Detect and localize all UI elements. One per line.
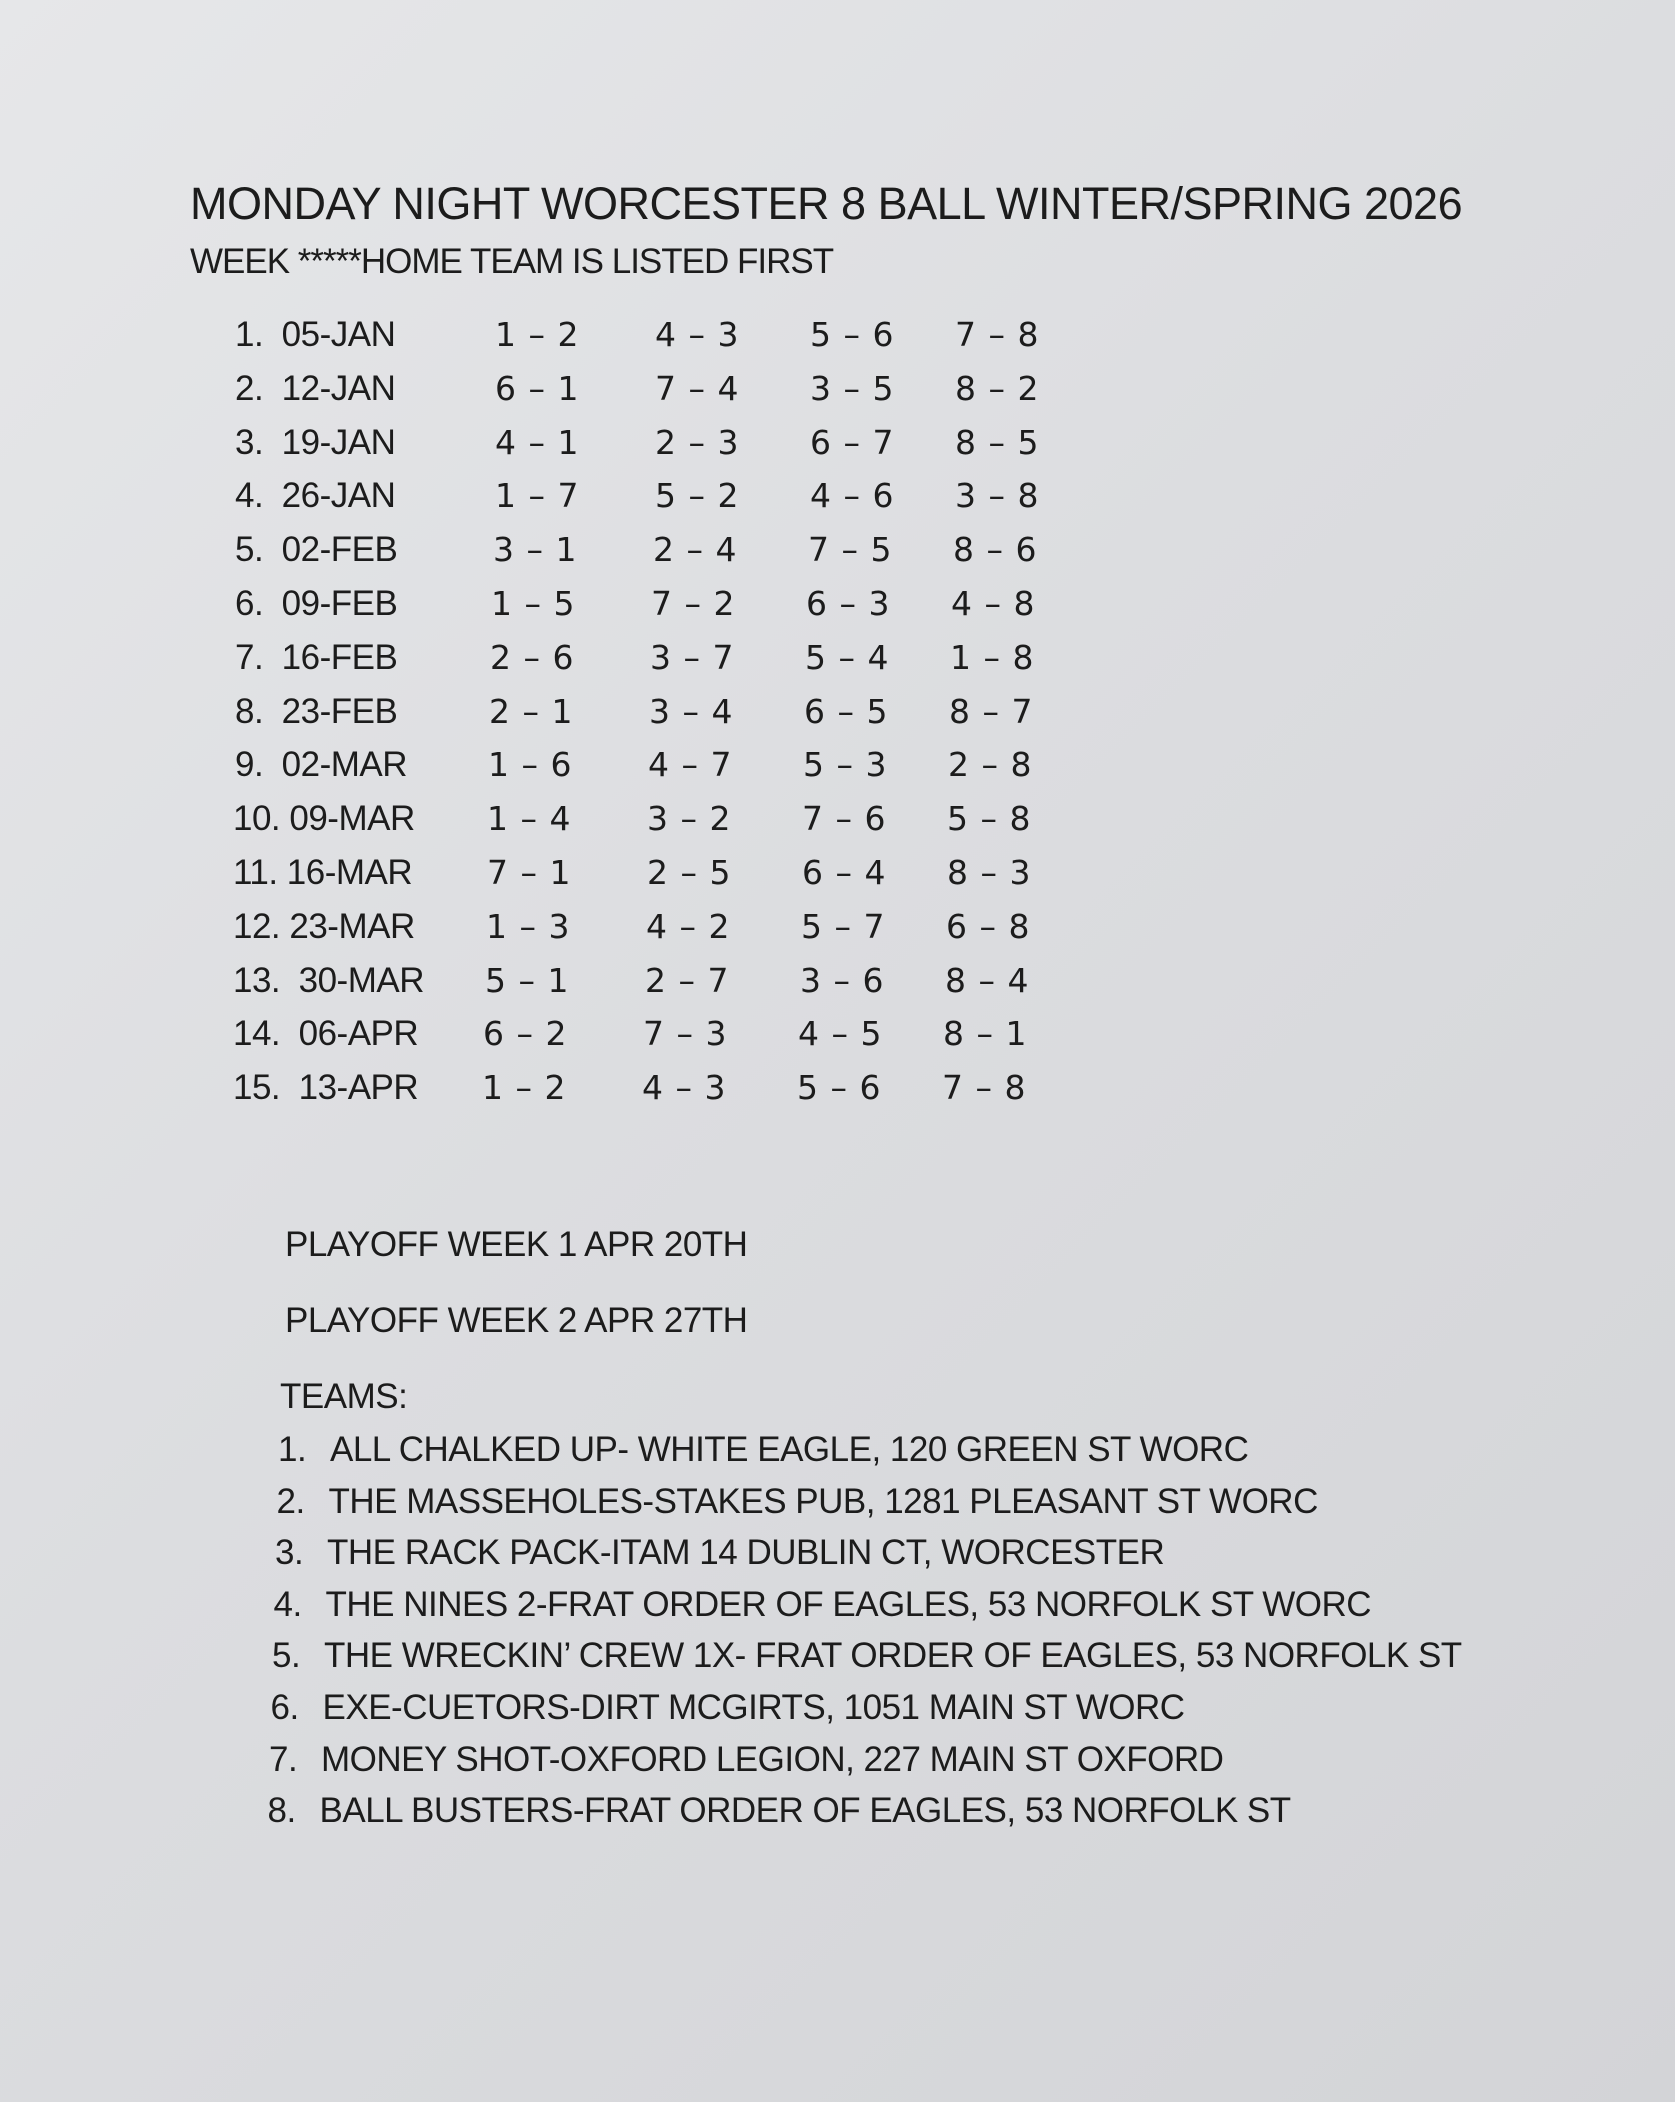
team-name-venue: THE NINES 2-FRAT ORDER OF EAGLES, 53 NORFOLK ST WORC	[325, 1584, 1372, 1624]
week-row	[0, 1014, 1675, 1068]
matchup: 5 – 6	[797, 1068, 882, 1108]
document-title: MONDAY NIGHT WORCESTER 8 BALL WINTER/SPRING 2026	[190, 178, 1463, 229]
matchup: 5 – 1	[485, 960, 570, 1000]
matchup: 5 – 6	[810, 315, 895, 354]
teams-list	[267, 1430, 1462, 1843]
team-name-venue: THE WRECKIN’ CREW 1X- FRAT ORDER OF EAGLES, 53 NORFOLK ST	[324, 1636, 1462, 1676]
week-date-label: 1. 05-JAN	[235, 315, 396, 354]
document-subtitle: WEEK *****HOME TEAM IS LISTED FIRST	[190, 242, 834, 281]
matchup: 4 – 3	[642, 1068, 727, 1108]
week-date-label: 4. 26-JAN	[235, 476, 396, 516]
team-number: 4.	[273, 1584, 302, 1624]
playoff-week: PLAYOFF WEEK 2 APR 27TH	[285, 1301, 748, 1340]
matchup: 1 – 8	[950, 637, 1035, 677]
matchup: 1 – 3	[486, 906, 571, 946]
week-row	[0, 476, 1675, 530]
matchup: 5 – 4	[805, 637, 890, 677]
matchup: 8 – 2	[955, 368, 1040, 408]
matchup: 4 – 6	[810, 476, 895, 516]
matchup: 5 – 7	[801, 906, 886, 946]
matchup: 2 – 4	[653, 530, 738, 570]
matchup: 4 – 5	[798, 1014, 883, 1054]
team-name-venue: ALL CHALKED UP- WHITE EAGLE, 120 GREEN ST WORC	[330, 1430, 1249, 1469]
matchup: 2 – 3	[655, 422, 740, 462]
matchup: 6 – 7	[810, 422, 895, 462]
matchup: 8 – 4	[945, 960, 1030, 1000]
matchup: 8 – 6	[953, 530, 1038, 570]
matchup: 7 – 4	[655, 368, 740, 408]
team-item	[275, 1533, 1462, 1585]
matchup: 3 – 5	[810, 368, 895, 408]
team-name-venue: MONEY SHOT-OXFORD LEGION, 227 MAIN ST OXFORD	[321, 1739, 1224, 1779]
matchup: 3 – 1	[493, 530, 578, 570]
teams-heading: TEAMS:	[280, 1377, 408, 1416]
matchup: 1 – 7	[495, 476, 580, 516]
matchup: 6 – 4	[802, 852, 887, 892]
week-date-label: 7. 16-FEB	[235, 637, 398, 677]
team-number: 8.	[267, 1791, 296, 1831]
matchup: 3 – 2	[647, 799, 732, 839]
matchup: 4 – 3	[655, 315, 740, 354]
week-row	[0, 745, 1675, 799]
week-date-label: 5. 02-FEB	[235, 530, 398, 570]
matchup: 7 – 8	[942, 1068, 1027, 1108]
week-row	[0, 638, 1675, 692]
matchup: 7 – 3	[643, 1014, 728, 1054]
matchup: 2 – 1	[489, 691, 574, 731]
week-row	[0, 1068, 1675, 1122]
team-name-venue: EXE-CUETORS-DIRT MCGIRTS, 1051 MAIN ST WORC	[322, 1687, 1185, 1727]
matchup: 2 – 6	[490, 637, 575, 677]
week-date-label: 6. 09-FEB	[235, 583, 398, 623]
week-date-label: 11. 16-MAR	[233, 852, 413, 892]
week-row	[0, 584, 1675, 638]
matchup: 3 – 4	[649, 691, 734, 731]
matchup: 7 – 6	[802, 799, 887, 839]
matchup: 2 – 5	[647, 852, 732, 892]
matchup: 1 – 2	[482, 1068, 567, 1108]
matchup: 8 – 1	[943, 1014, 1028, 1054]
team-number: 2.	[276, 1481, 305, 1521]
matchup: 1 – 4	[487, 799, 572, 839]
team-item	[278, 1430, 1462, 1482]
matchup: 1 – 5	[491, 583, 576, 623]
matchup: 2 – 7	[645, 960, 730, 1000]
team-item	[277, 1482, 1462, 1534]
week-row	[0, 423, 1675, 477]
week-date-label: 15. 13-APR	[233, 1068, 419, 1108]
team-item	[274, 1585, 1462, 1637]
week-row	[0, 961, 1675, 1015]
matchup: 5 – 3	[803, 745, 888, 785]
matchup: 1 – 2	[495, 315, 580, 354]
matchup: 5 – 2	[655, 476, 740, 516]
weekly-schedule	[0, 315, 1675, 1122]
week-row	[0, 907, 1675, 961]
week-row	[0, 530, 1675, 584]
matchup: 6 – 1	[495, 368, 580, 408]
team-number: 7.	[269, 1739, 298, 1779]
team-name-venue: THE RACK PACK-ITAM 14 DUBLIN CT, WORCESTER	[327, 1533, 1165, 1573]
matchup: 3 – 8	[955, 476, 1040, 516]
week-row	[0, 369, 1675, 423]
matchup: 3 – 6	[800, 960, 885, 1000]
matchup: 4 – 1	[495, 422, 580, 462]
team-item	[271, 1688, 1462, 1740]
week-date-label: 13. 30-MAR	[233, 960, 424, 1000]
matchup: 6 – 5	[804, 691, 889, 731]
team-item	[272, 1636, 1462, 1688]
matchup: 1 – 6	[488, 745, 573, 785]
matchup: 4 – 8	[951, 583, 1036, 623]
team-item	[269, 1740, 1462, 1792]
week-date-label: 14. 06-APR	[233, 1014, 419, 1054]
week-row	[0, 692, 1675, 746]
week-date-label: 3. 19-JAN	[235, 422, 396, 462]
week-date-label: 2. 12-JAN	[235, 368, 396, 408]
week-date-label: 12. 23-MAR	[233, 906, 415, 946]
team-number: 3.	[275, 1533, 304, 1573]
matchup: 5 – 8	[947, 799, 1032, 839]
matchup: 8 – 5	[955, 422, 1040, 462]
week-date-label: 10. 09-MAR	[233, 799, 415, 839]
team-number: 6.	[270, 1687, 299, 1727]
matchup: 7 – 5	[808, 530, 893, 570]
team-number: 1.	[278, 1430, 307, 1469]
matchup: 7 – 1	[487, 852, 572, 892]
matchup: 6 – 2	[483, 1014, 568, 1054]
matchup: 3 – 7	[650, 637, 735, 677]
matchup: 6 – 8	[946, 906, 1031, 946]
playoff-schedule	[285, 1225, 747, 1377]
matchup: 6 – 3	[806, 583, 891, 623]
matchup: 7 – 8	[955, 315, 1040, 354]
team-number: 5.	[272, 1636, 301, 1676]
week-date-label: 8. 23-FEB	[235, 691, 398, 731]
team-name-venue: THE MASSEHOLES-STAKES PUB, 1281 PLEASANT ST WORC	[328, 1481, 1318, 1521]
week-date-label: 9. 02-MAR	[235, 745, 407, 785]
team-item	[268, 1791, 1462, 1843]
matchup: 8 – 7	[949, 691, 1034, 731]
matchup: 8 – 3	[947, 852, 1032, 892]
week-row	[0, 853, 1675, 907]
week-row	[0, 799, 1675, 853]
matchup: 4 – 2	[646, 906, 731, 946]
week-row	[0, 315, 1675, 369]
matchup: 7 – 2	[651, 583, 736, 623]
playoff-week: PLAYOFF WEEK 1 APR 20TH	[285, 1225, 748, 1264]
matchup: 4 – 7	[648, 745, 733, 785]
team-name-venue: BALL BUSTERS-FRAT ORDER OF EAGLES, 53 NORFOLK ST	[319, 1791, 1291, 1831]
matchup: 2 – 8	[948, 745, 1033, 785]
